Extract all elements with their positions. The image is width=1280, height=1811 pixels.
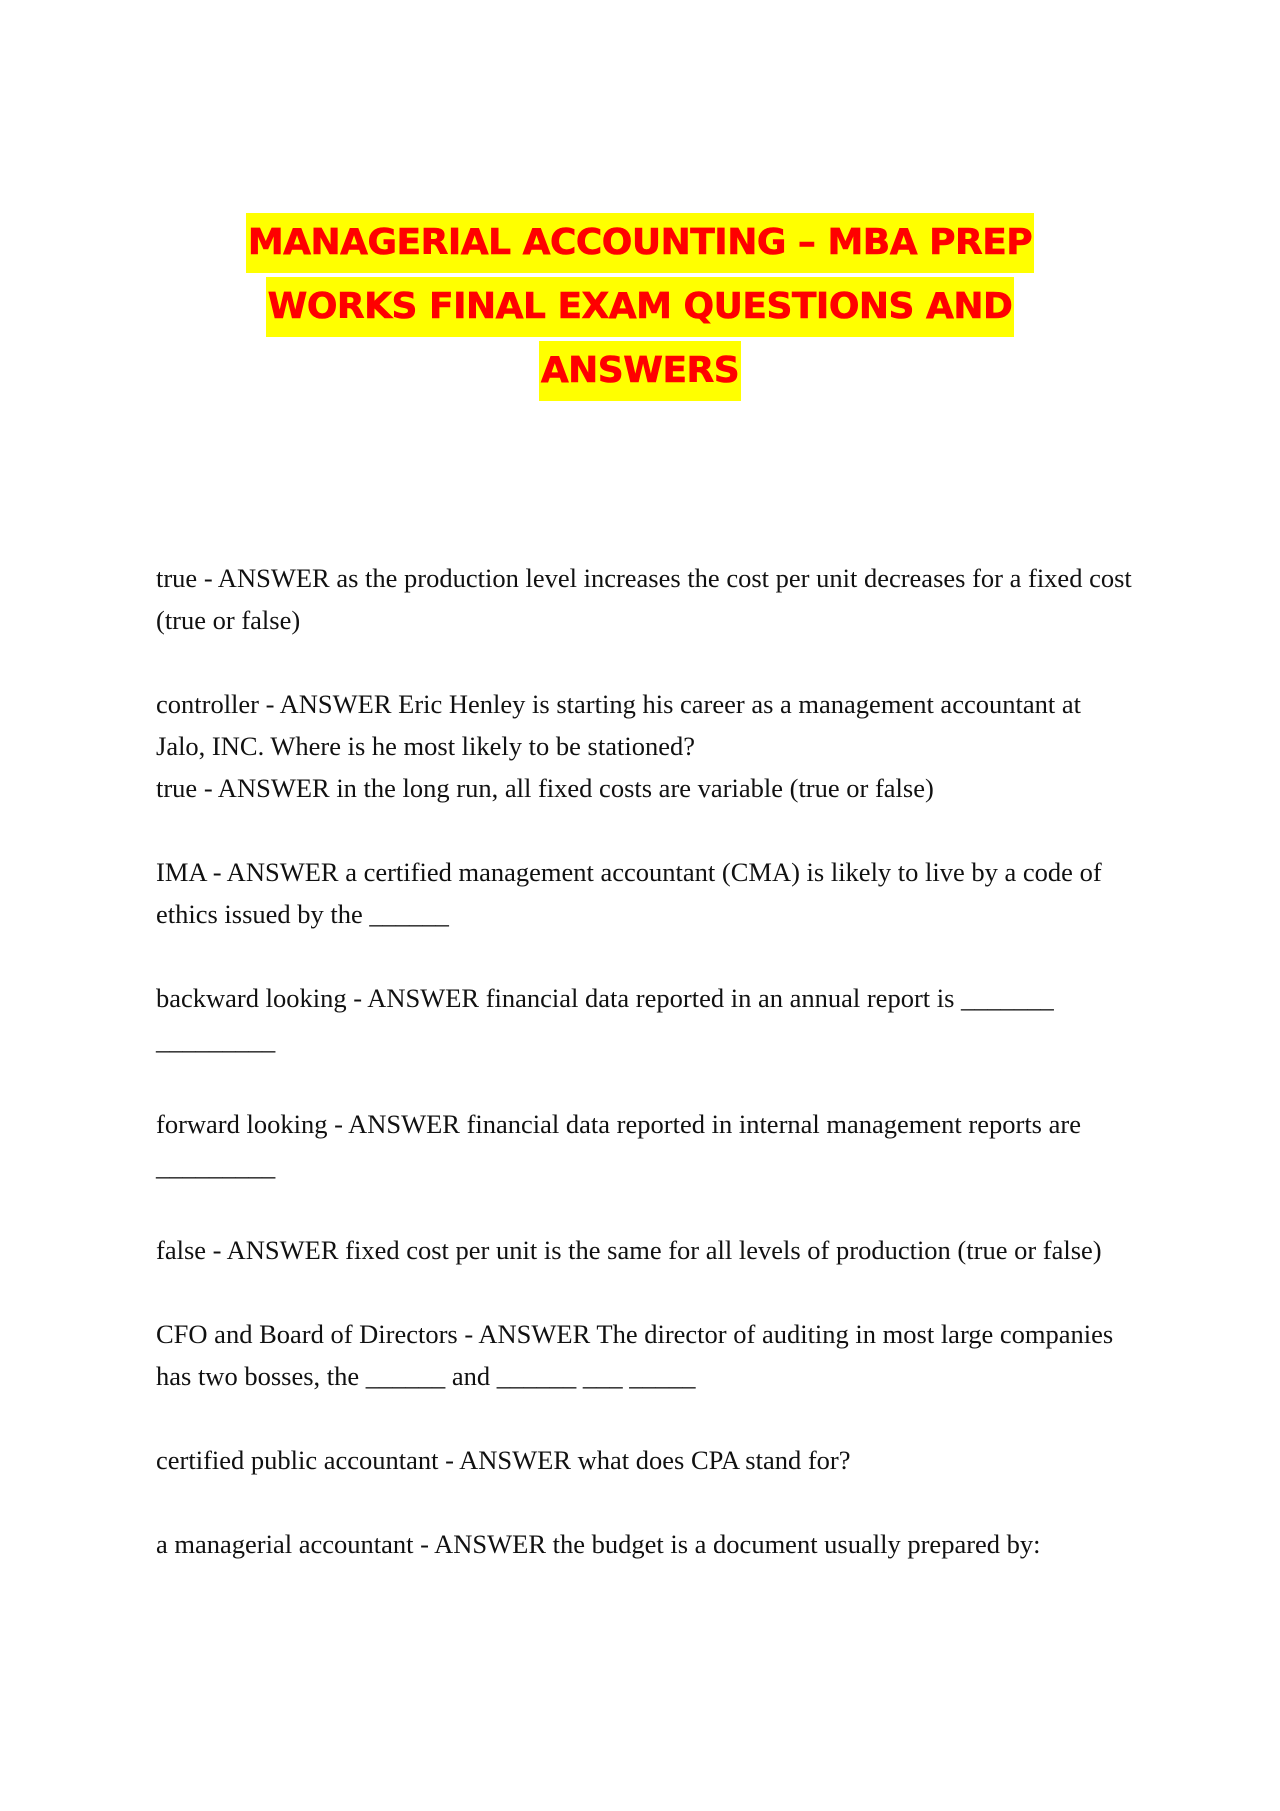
qa-item: controller - ANSWER Eric Henley is starting his career as a management accountant at Jalo, INC. Where is he most likely to be stationed? xyxy=(156,689,1081,761)
qa-item: true - ANSWER as the production level increases the cost per unit decreases for a fixed cost (true or false) xyxy=(156,563,1132,635)
title-line-1: MANAGERIAL ACCOUNTING – MBA PREP xyxy=(246,213,1034,273)
qa-item: backward looking - ANSWER financial data reported in an annual report is _______ _________ xyxy=(156,983,1054,1055)
qa-item: false - ANSWER fixed cost per unit is the same for all levels of production (true or false) xyxy=(156,1235,1102,1265)
title-line-2: WORKS FINAL EXAM QUESTIONS AND xyxy=(266,277,1015,337)
qa-item: certified public accountant - ANSWER what does CPA stand for? xyxy=(156,1445,851,1475)
qa-item: CFO and Board of Directors - ANSWER The director of auditing in most large companies has two bosses, the ______ and ______ ___ _____ xyxy=(156,1319,1114,1391)
title-line-3: ANSWERS xyxy=(539,341,741,401)
question-answer-list xyxy=(156,557,1136,1565)
qa-item: a managerial accountant - ANSWER the budget is a document usually prepared by: xyxy=(156,1529,1041,1559)
qa-item: IMA - ANSWER a certified management accountant (CMA) is likely to live by a code of ethics issued by the ______ xyxy=(156,857,1102,929)
document-title xyxy=(180,213,1100,405)
qa-item: true - ANSWER in the long run, all fixed costs are variable (true or false) xyxy=(156,773,934,803)
qa-item: forward looking - ANSWER financial data reported in internal management reports are _________ xyxy=(156,1109,1081,1181)
